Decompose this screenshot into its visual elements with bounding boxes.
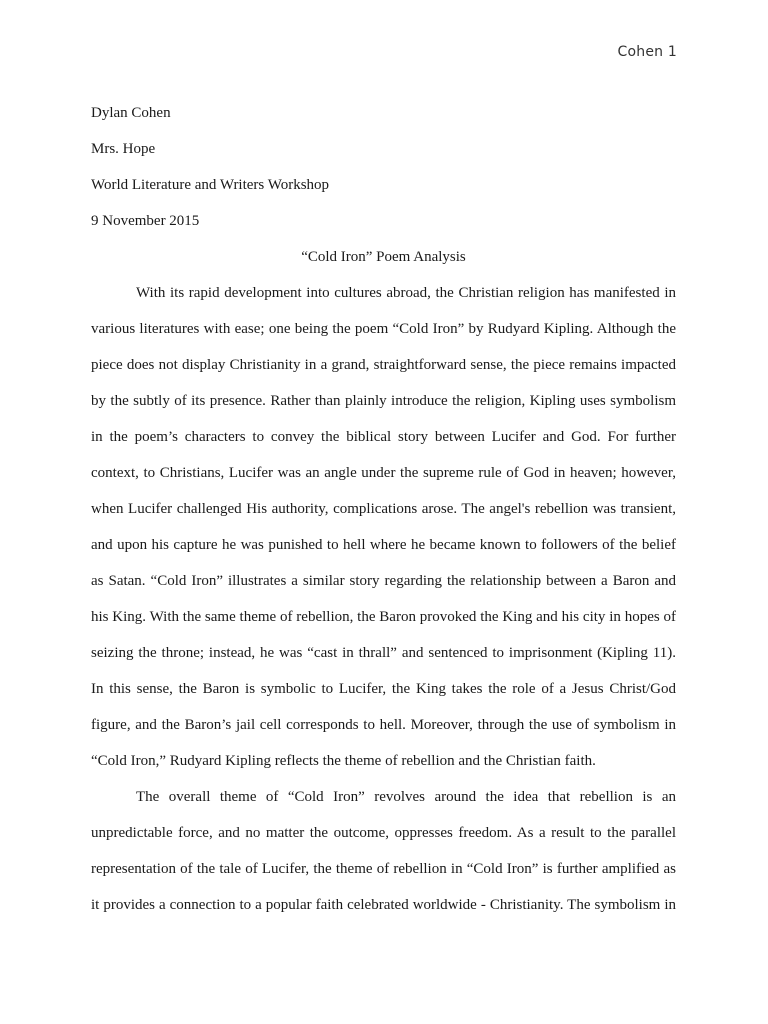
paragraph-line: unpredictable force, and no matter the outcome, oppresses freedom. As a result to the parallel (91, 825, 676, 841)
paragraph-line: The overall theme of “Cold Iron” revolves around the idea that rebellion is an (136, 789, 676, 805)
paragraph-line: various literatures with ease; one being the poem “Cold Iron” by Rudyard Kipling. Although the (91, 321, 676, 337)
paragraph-line: by the subtly of its presence. Rather than plainly introduce the religion, Kipling uses symbolism (91, 393, 676, 409)
essay-title: “Cold Iron” Poem Analysis (301, 249, 466, 265)
paragraph-line: “Cold Iron,” Rudyard Kipling reflects the theme of rebellion and the Christian faith. (91, 753, 596, 769)
heading-course: World Literature and Writers Workshop (91, 177, 330, 193)
paragraph-line: piece does not display Christianity in a grand, straightforward sense, the piece remains impacted (91, 357, 676, 373)
paragraph-line: figure, and the Baron’s jail cell corresponds to hell. Moreover, through the use of symbolism in (91, 717, 676, 733)
paragraph-line: and upon his capture he was punished to hell where he became known to followers of the belief (91, 537, 676, 553)
paragraph-1 (91, 275, 676, 779)
paragraph-line: when Lucifer challenged His authority, complications arose. The angel's rebellion was transient, (91, 501, 676, 517)
paragraph-line: in the poem’s characters to convey the biblical story between Lucifer and God. For further (91, 429, 676, 445)
paragraph-line: context, to Christians, Lucifer was an angle under the supreme rule of God in heaven; however, (91, 465, 676, 481)
paragraph-line: his King. With the same theme of rebellion, the Baron provoked the King and his city in hopes of (91, 609, 676, 625)
paragraph-2 (91, 779, 676, 923)
heading-date: 9 November 2015 (91, 213, 200, 229)
running-head-page-number: Cohen 1 (617, 44, 677, 60)
document-body (91, 95, 676, 923)
heading-instructor: Mrs. Hope (91, 141, 156, 157)
paragraph-line: it provides a connection to a popular faith celebrated worldwide - Christianity. The symbolism in (91, 897, 676, 913)
paragraph-line: In this sense, the Baron is symbolic to Lucifer, the King takes the role of a Jesus Christ/God (91, 681, 676, 697)
heading-author: Dylan Cohen (91, 105, 171, 121)
paragraph-line: as Satan. “Cold Iron” illustrates a similar story regarding the relationship between a Baron and (91, 573, 676, 589)
paragraph-line: seizing the throne; instead, he was “cast in thrall” and sentenced to imprisonment (Kipling 11). (91, 645, 676, 661)
paragraph-line: representation of the tale of Lucifer, the theme of rebellion in “Cold Iron” is further amplified as (91, 861, 676, 877)
paragraph-line: With its rapid development into cultures abroad, the Christian religion has manifested in (136, 285, 676, 301)
